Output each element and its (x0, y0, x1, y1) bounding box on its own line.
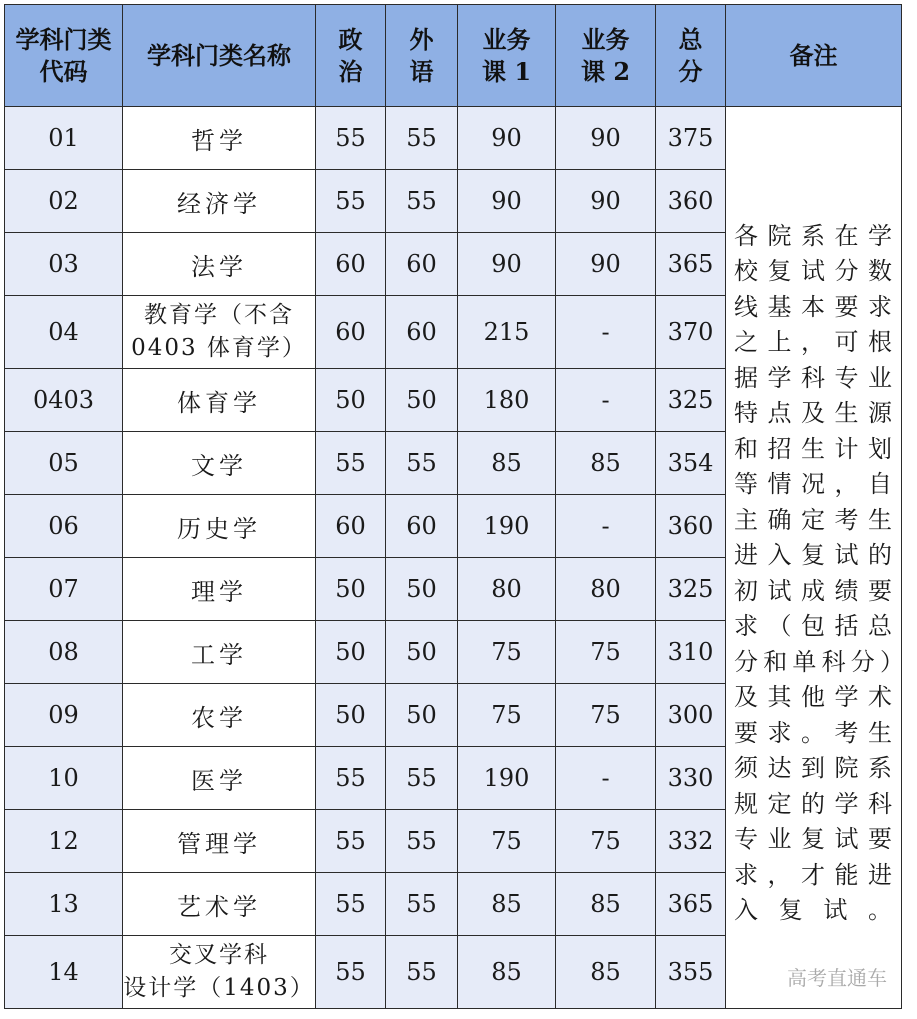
code-cell: 14 (5, 936, 123, 1009)
total-cell: 310 (656, 621, 726, 684)
foreign-cell: 55 (386, 170, 458, 233)
course2-cell: 75 (556, 684, 656, 747)
header-code: 学科门类 代码 (5, 5, 123, 107)
total-cell: 365 (656, 233, 726, 296)
header-foreign-language: 外 语 (386, 5, 458, 107)
course1-cell: 215 (458, 296, 556, 369)
code-cell: 01 (5, 107, 123, 170)
foreign-cell: 50 (386, 558, 458, 621)
total-cell: 325 (656, 369, 726, 432)
course1-cell: 90 (458, 107, 556, 170)
total-cell: 365 (656, 873, 726, 936)
score-table (4, 4, 902, 1009)
code-cell: 02 (5, 170, 123, 233)
name-cell: 交叉学科 设计学（1403） (123, 936, 316, 1009)
course2-cell: 90 (556, 233, 656, 296)
politics-cell: 55 (316, 107, 386, 170)
course2-cell: 90 (556, 170, 656, 233)
foreign-cell: 60 (386, 296, 458, 369)
code-cell: 08 (5, 621, 123, 684)
course2-cell: - (556, 369, 656, 432)
course1-cell: 180 (458, 369, 556, 432)
header-course-1: 业务 课 1 (458, 5, 556, 107)
total-cell: 300 (656, 684, 726, 747)
header-course-2: 业务 课 2 (556, 5, 656, 107)
course2-cell: 85 (556, 432, 656, 495)
table-row (5, 107, 902, 170)
course2-cell: - (556, 495, 656, 558)
name-cell: 农学 (123, 684, 316, 747)
course2-cell: 80 (556, 558, 656, 621)
course1-cell: 75 (458, 684, 556, 747)
course2-cell: 90 (556, 107, 656, 170)
total-cell: 355 (656, 936, 726, 1009)
politics-cell: 60 (316, 495, 386, 558)
header-name: 学科门类名称 (123, 5, 316, 107)
course2-cell: - (556, 296, 656, 369)
foreign-cell: 50 (386, 621, 458, 684)
foreign-cell: 50 (386, 684, 458, 747)
code-cell: 04 (5, 296, 123, 369)
course1-cell: 190 (458, 495, 556, 558)
course1-cell: 85 (458, 432, 556, 495)
foreign-cell: 55 (386, 810, 458, 873)
name-cell: 教育学（不含 0403 体育学） (123, 296, 316, 369)
remark-cell (726, 107, 902, 1009)
foreign-cell: 55 (386, 432, 458, 495)
header-total: 总 分 (656, 5, 726, 107)
code-cell: 07 (5, 558, 123, 621)
course1-cell: 85 (458, 936, 556, 1009)
course1-cell: 90 (458, 170, 556, 233)
politics-cell: 55 (316, 170, 386, 233)
course2-cell: 75 (556, 810, 656, 873)
politics-cell: 50 (316, 369, 386, 432)
name-cell: 文学 (123, 432, 316, 495)
name-cell: 工学 (123, 621, 316, 684)
total-cell: 354 (656, 432, 726, 495)
name-cell: 哲学 (123, 107, 316, 170)
politics-cell: 55 (316, 936, 386, 1009)
total-cell: 370 (656, 296, 726, 369)
name-cell: 历史学 (123, 495, 316, 558)
name-cell: 管理学 (123, 810, 316, 873)
code-cell: 05 (5, 432, 123, 495)
foreign-cell: 55 (386, 936, 458, 1009)
name-cell: 艺术学 (123, 873, 316, 936)
total-cell: 375 (656, 107, 726, 170)
header-politics: 政 治 (316, 5, 386, 107)
course1-cell: 80 (458, 558, 556, 621)
code-cell: 13 (5, 873, 123, 936)
politics-cell: 55 (316, 873, 386, 936)
politics-cell: 55 (316, 747, 386, 810)
course2-cell: 85 (556, 936, 656, 1009)
table-body (5, 107, 902, 1009)
foreign-cell: 60 (386, 233, 458, 296)
course1-cell: 75 (458, 621, 556, 684)
remark-text: 各院系在学校复试分数线基本要求之上，可根据学科专业特点及生源和招生计划等情况，自主确定考生进入复试的初试成绩要求（包括总分和单科分）及其他学术要求。考生须达到院系规定的学科专业复试要求，才能进入复试。 (734, 221, 895, 924)
code-cell: 10 (5, 747, 123, 810)
name-cell: 理学 (123, 558, 316, 621)
course1-cell: 90 (458, 233, 556, 296)
foreign-cell: 60 (386, 495, 458, 558)
code-cell: 12 (5, 810, 123, 873)
politics-cell: 60 (316, 296, 386, 369)
code-cell: 03 (5, 233, 123, 296)
course2-cell: 75 (556, 621, 656, 684)
total-cell: 360 (656, 495, 726, 558)
name-cell: 医学 (123, 747, 316, 810)
name-cell: 经济学 (123, 170, 316, 233)
watermark: 高考直通车 (787, 966, 887, 990)
name-cell: 法学 (123, 233, 316, 296)
total-cell: 332 (656, 810, 726, 873)
politics-cell: 50 (316, 621, 386, 684)
total-cell: 330 (656, 747, 726, 810)
total-cell: 325 (656, 558, 726, 621)
foreign-cell: 55 (386, 873, 458, 936)
code-cell: 06 (5, 495, 123, 558)
table-header (5, 5, 902, 107)
code-cell: 09 (5, 684, 123, 747)
course1-cell: 75 (458, 810, 556, 873)
foreign-cell: 50 (386, 369, 458, 432)
politics-cell: 55 (316, 810, 386, 873)
politics-cell: 50 (316, 684, 386, 747)
politics-cell: 55 (316, 432, 386, 495)
politics-cell: 60 (316, 233, 386, 296)
course2-cell: - (556, 747, 656, 810)
course1-cell: 85 (458, 873, 556, 936)
course2-cell: 85 (556, 873, 656, 936)
course1-cell: 190 (458, 747, 556, 810)
total-cell: 360 (656, 170, 726, 233)
code-cell: 0403 (5, 369, 123, 432)
header-row (5, 5, 902, 107)
header-remark: 备注 (726, 5, 902, 107)
foreign-cell: 55 (386, 107, 458, 170)
foreign-cell: 55 (386, 747, 458, 810)
name-cell: 体育学 (123, 369, 316, 432)
politics-cell: 50 (316, 558, 386, 621)
